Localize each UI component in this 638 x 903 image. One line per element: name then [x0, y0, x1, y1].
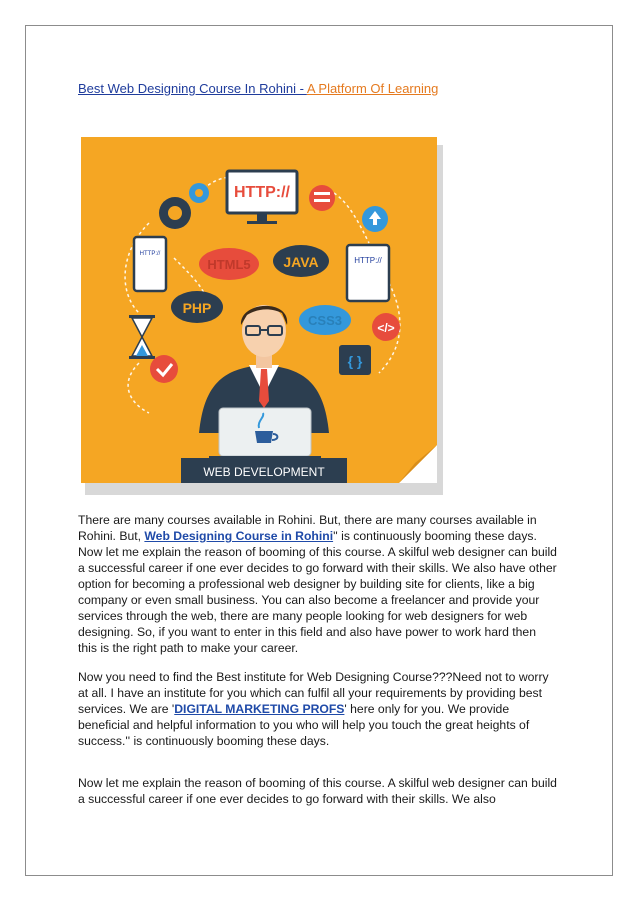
- html5-bubble: [199, 248, 259, 280]
- gear-icon: [159, 197, 191, 229]
- java-bubble: [273, 245, 329, 277]
- check-icon: [150, 355, 178, 383]
- code-tag-icon: [372, 313, 400, 341]
- phone-http-label: HTTP://: [139, 251, 161, 257]
- paragraph-1: There are many courses available in Rohini. But, there are many courses available in Rohini. But, Web Designing Course in Rohini'' is continuously booming these days. Now let me explain the reason of booming of this course. A skilful web designer can build a successful career if one ever decides to go forward with their skills. We also have other option for becoming a professional web designer by building site for clients, like a big company or even small business. You can also become a freelancer and provide your services through the web, there are many people looking for web designers for web designing. So, if you want to enter in this field and also have power to work hard then this is the right path to make your career.: [78, 513, 557, 655]
- page-title: [78, 81, 438, 96]
- laptop: [209, 408, 321, 461]
- web-development-illustration: [79, 133, 449, 503]
- css3-bubble: [299, 305, 351, 335]
- html5-label: HTML5: [207, 257, 251, 272]
- paragraph-2: Now you need to find the Best institute for Web Designing Course???Need not to worry at all. I have an institute for you which can fulfil all your requirements by providing best services. We are 'DIGITAL MARKETING PROFS' here only for you. We provide beneficial and helpful information to you who will help you touch the great heights of success.'' is continuously booming these days.: [78, 670, 549, 748]
- svg-text:{ }: { }: [347, 353, 363, 369]
- svg-text:</>: </>: [377, 321, 395, 335]
- phone-device: [134, 237, 166, 291]
- paragraph-3: Now let me explain the reason of booming of this course. A skilful web designer can build a successful career if one ever decides to go forward with their skills. We also: [78, 776, 557, 806]
- braces-icon: [339, 345, 371, 375]
- php-bubble: [171, 291, 223, 323]
- illustration-caption: WEB DEVELOPMENT: [203, 465, 325, 479]
- digital-marketing-profs-link[interactable]: DIGITAL MARKETING PROFS: [174, 702, 345, 716]
- article-body: [78, 512, 558, 820]
- css3-label: CSS3: [308, 313, 342, 328]
- title-main: Best Web Designing Course In Rohini -: [78, 81, 307, 96]
- php-label: PHP: [182, 300, 212, 316]
- tablet-http-label: HTTP://: [354, 256, 382, 265]
- tablet-device: [347, 245, 389, 301]
- web-designing-course-link[interactable]: Web Designing Course in Rohini: [144, 529, 334, 543]
- http-banner-label: HTTP://: [234, 184, 290, 201]
- title-sub: A Platform Of Learning: [306, 81, 439, 96]
- java-label: JAVA: [283, 254, 319, 270]
